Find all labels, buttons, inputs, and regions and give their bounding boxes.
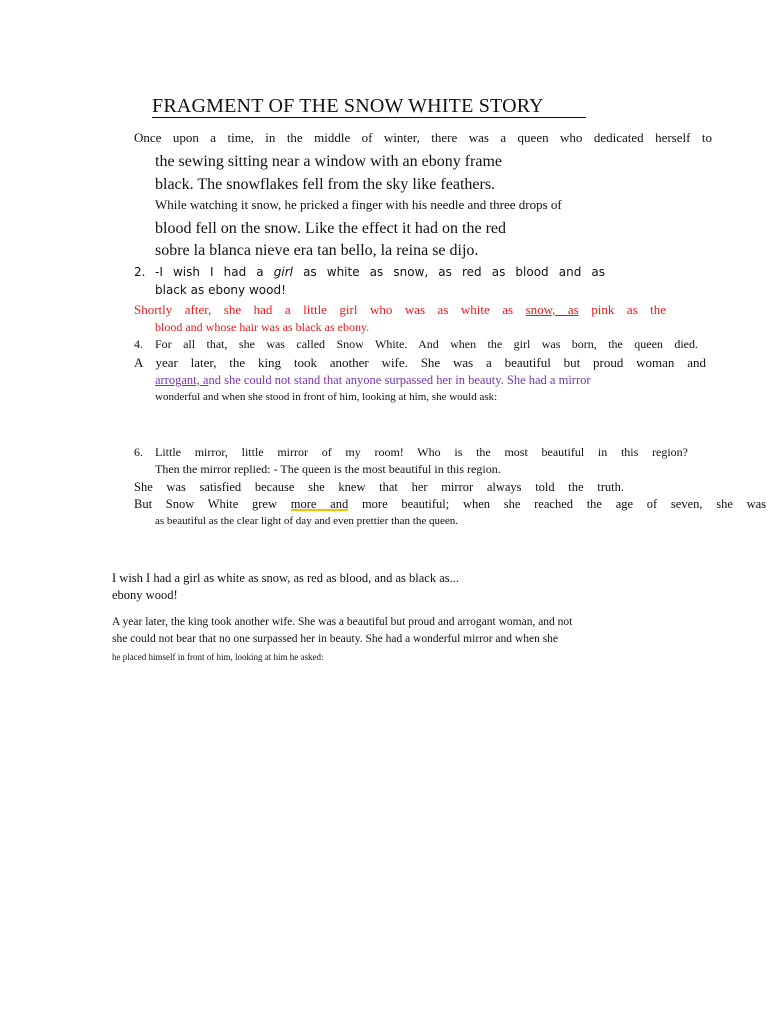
paragraph-line: blood fell on the snow. Like the effect it had on the red [155, 220, 507, 237]
purple-text: nd she could not stand that anyone surpassed her in beauty. She had a mirror [208, 373, 591, 387]
list-item: For all that, she was called Snow White. And when the girl was born, the queen died. [155, 337, 698, 351]
list-item [155, 265, 605, 279]
list-item-text: -I wish I had a [155, 265, 264, 279]
paragraph-line: she could not bear that no one surpassed her in beauty. She had a wonderful mirror and when she [112, 633, 559, 645]
emphasis-word: girl [273, 265, 293, 279]
paragraph-line: as beautiful as the clear light of day and even prettier than the queen. [155, 515, 458, 527]
title-text: FRAGMENT OF THE SNOW WHITE STORY [152, 95, 544, 117]
paragraph-line: ebony wood! [112, 588, 178, 602]
paragraph-line: A year later, the king took another wife. She was a beautiful but proud woman and [134, 355, 706, 370]
paragraph-line: Once upon a time, in the middle of winter, there was a queen who dedicated herself to [134, 130, 712, 145]
list-item-text: as white as snow, as red as blood and as [303, 265, 605, 279]
list-item-continuation: black as ebony wood! [155, 283, 286, 297]
red-text: Shortly after, she had a little girl who was as white as [134, 302, 514, 317]
list-number: 2. [134, 265, 146, 279]
paragraph-line [134, 497, 766, 512]
paragraph-line: She was satisfied because she knew that her mirror always told the truth. [134, 480, 624, 494]
paragraph-line: While watching it snow, he pricked a finger with his needle and three drops of [155, 197, 562, 212]
underlined-text: arrogant, a [155, 373, 209, 387]
underlined-text: more and [290, 497, 349, 511]
paragraph-line: sobre la blanca nieve era tan bello, la reina se dijo. [155, 242, 479, 259]
paragraph-line: he placed himself in front of him, looking at him he asked: [112, 652, 324, 662]
list-number: 6. [134, 445, 143, 459]
list-item: Little mirror, little mirror of my room! Who is the most beautiful in this region? [155, 445, 688, 459]
paragraph-line: black. The snowflakes fell from the sky like feathers. [155, 176, 496, 193]
highlighted-paragraph-line [155, 373, 591, 388]
paragraph-text: more beautiful; when she reached the age of seven, she was [361, 497, 767, 511]
paragraph-line: A year later, the king took another wife. She was a beautiful but proud and arrogant woman, and not [112, 616, 573, 628]
paragraph-line: the sewing sitting near a window with an ebony frame [155, 153, 503, 170]
paragraph-line: wonderful and when she stood in front of him, looking at him, she would ask: [155, 391, 498, 403]
paragraph-text: But Snow White grew [134, 497, 278, 511]
paragraph-line: I wish I had a girl as white as snow, as red as blood, and as black as... [112, 571, 460, 585]
list-item-continuation: Then the mirror replied: - The queen is the most beautiful in this region. [155, 462, 501, 476]
page-title [152, 95, 586, 118]
underlined-text: snow, as [525, 302, 579, 317]
list-number: 4. [134, 337, 143, 351]
highlighted-paragraph-line [134, 302, 666, 318]
red-text: pink as the [591, 302, 667, 317]
highlighted-paragraph-line: blood and whose hair was as black as ebony. [155, 320, 370, 334]
